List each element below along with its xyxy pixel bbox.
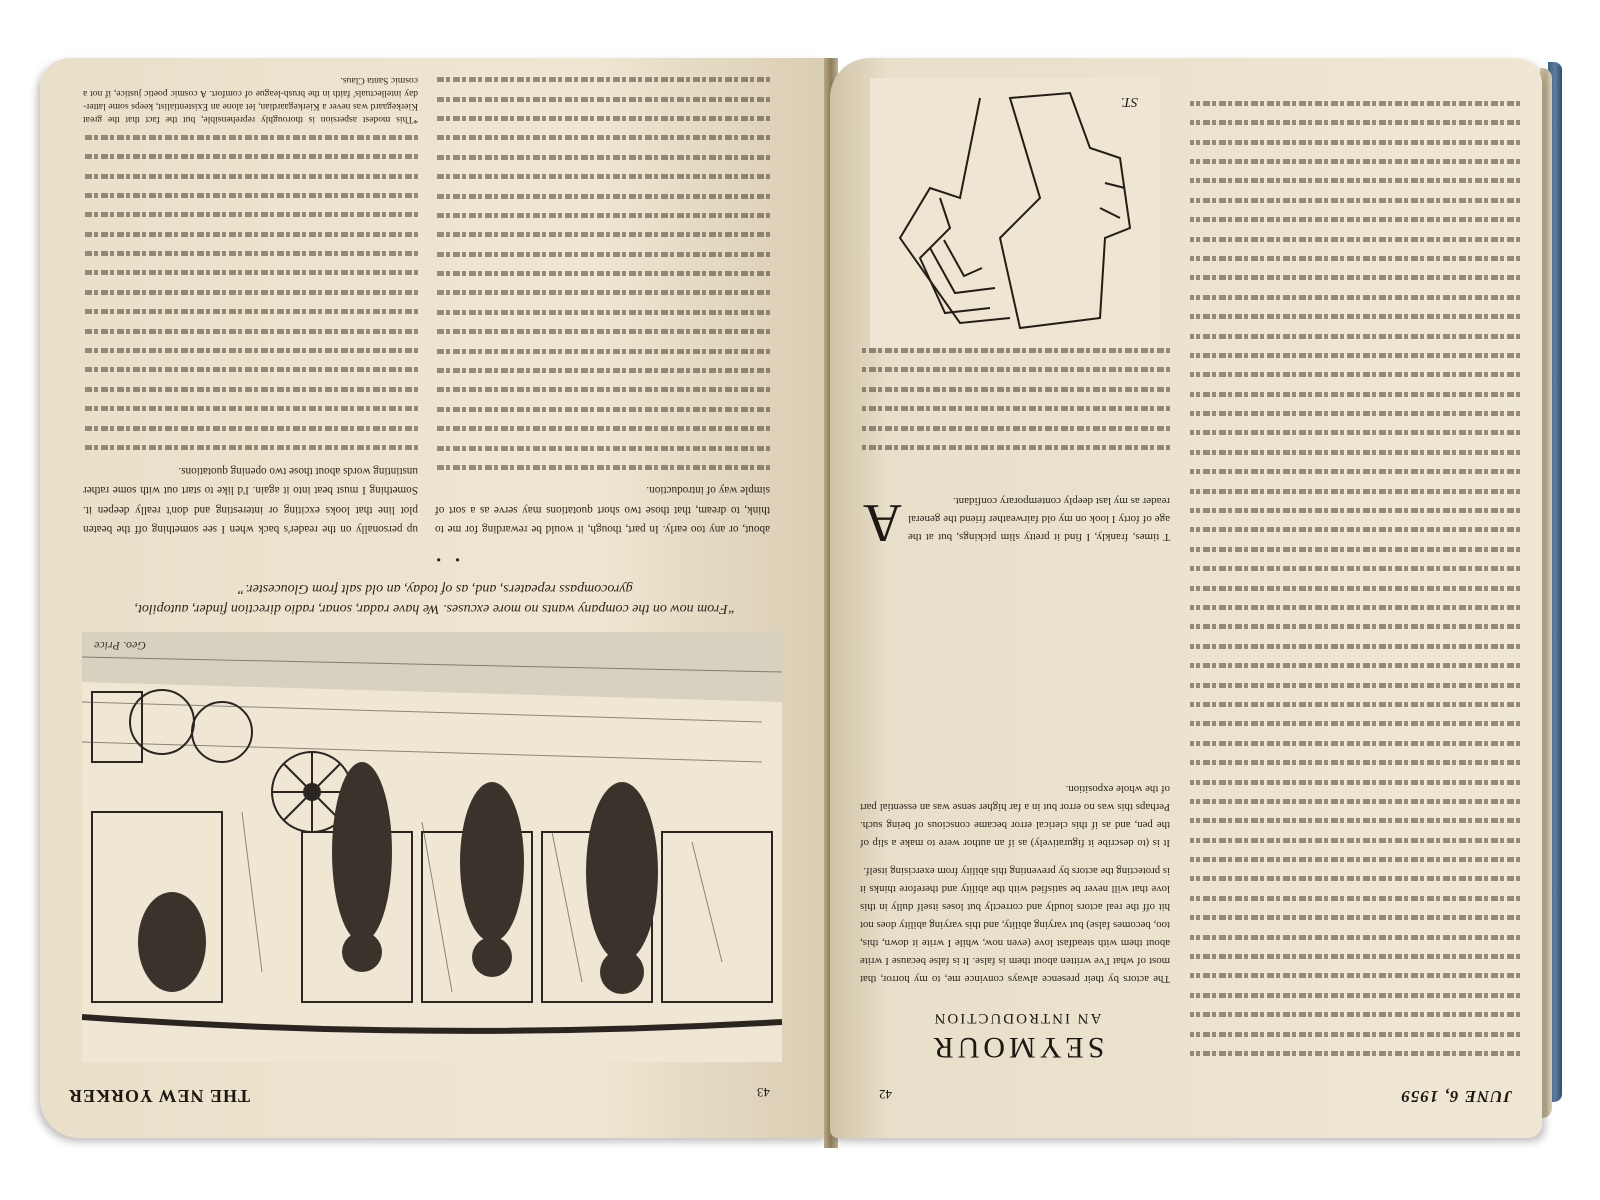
right-page-content (830, 58, 1542, 1138)
left-page (40, 58, 830, 1138)
cartoon-signature: Geo. Price (94, 639, 146, 653)
epigraph-text: The actors by their presence always convince me, to my horror, that most of what I've written about them is false. It is false because I write about them with steadfast love (even now, while I write it down, this, too, becomes false) but varying ability, and this varying ability does not hit off the real actors loudly and correctly but loses itself dully in this love that will never be satisfied with the ability and therefore thinks it is protecting the actors by preventing this ability from exercising itself. (860, 865, 1170, 985)
article-column-right-body (860, 342, 1170, 458)
running-head: THE NEW YORKER (67, 1086, 250, 1106)
epigraph-text-2: It is (to describe it figuratively) as if an author were to make a slip of the pen, and as if this clerical error became conscious of being such. Perhaps this was no error but in a far higher sense was an essential part of the whole exposition. (860, 783, 1170, 849)
column-left-body (435, 71, 770, 478)
epigraph (860, 780, 1170, 988)
cartoon-illustration (82, 632, 782, 1062)
figure-drawing (870, 78, 1160, 348)
cartoon-caption: “From now on the company wants no more excuses. We have radar, sonar, radio direction finder, autopilot, gyrocompass repeaters, and, as of today, an old salt from Gloucester.” (134, 581, 736, 616)
text-column-left (435, 480, 770, 538)
cartoon-drawing (82, 632, 782, 1062)
article-title: SEYMOUR (929, 1031, 1105, 1064)
page-number: 43 (757, 1085, 770, 1100)
illustration-signature: ST. (1120, 94, 1138, 109)
open-magazine (18, 58, 1578, 1160)
right-page (830, 58, 1542, 1138)
article-column-left (1190, 94, 1520, 1064)
column-text: about, or any too early. In part, though, it would be rewarding for me to think, to dream, that those two short quotations may serve as a sort of simple way of introduction. (435, 484, 770, 535)
spot-illustration (870, 78, 1160, 348)
article-subtitle: AN INTRODUCTION (932, 1010, 1102, 1026)
footnote-text: *This modest aspersion is thoroughly reprehensible, but the fact that the great Kierkegaard was never a Kierkegaardian, let alone an Existentialist, keeps some latter-day intellectuals' faith in the brush-league of comfort. A cosmic poetic justice, if not a cosmic Santa Claus. (83, 75, 418, 125)
page-number: 42 (879, 1087, 892, 1102)
footnote (83, 74, 418, 126)
intro-paragraph (908, 492, 1170, 546)
left-page-content (40, 58, 830, 1138)
column-text: up personally on the reader's back when I see something off the beaten plot line that looks exciting or interesting and don't really deepen it. Something I must beat into it again. I'd like to start out with some rather unstinting words about those two opening quotations. (83, 464, 418, 535)
drop-cap: A (863, 493, 902, 553)
running-head-date: JUNE 6, 1959 (1400, 1087, 1512, 1106)
section-separator: • • (436, 551, 460, 566)
text-column-right (83, 460, 418, 538)
column-right-body (83, 128, 418, 458)
intro-text: T times, frankly, I find it pretty slim pickings, but at the age of forty I look on my old fairweather friend the general reader as my last deeply contemporary confidant. (908, 495, 1170, 543)
